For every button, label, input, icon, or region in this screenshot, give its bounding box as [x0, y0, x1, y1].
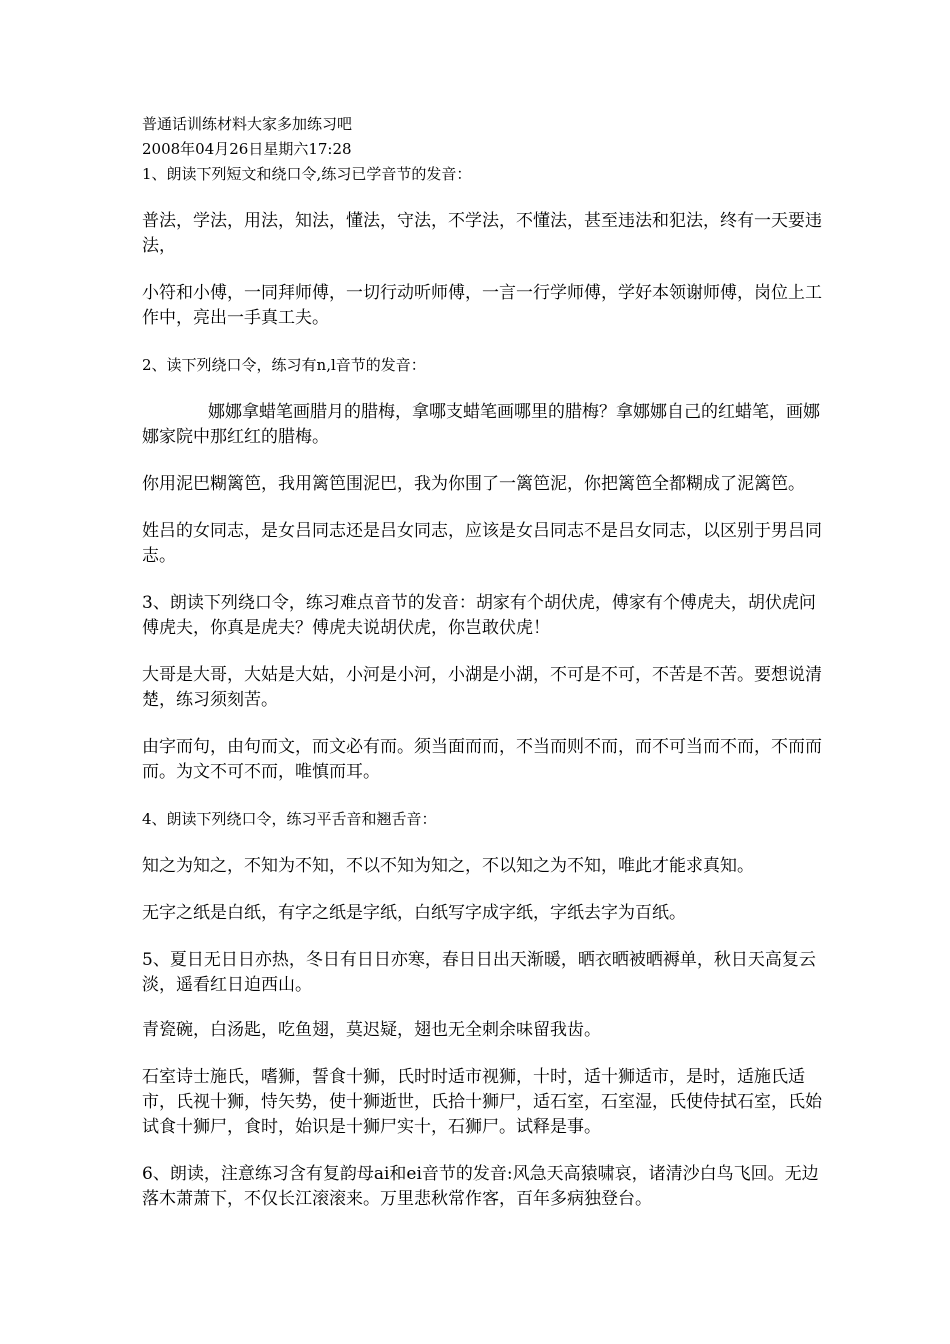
document-title: 普通话训练材料大家多加练习吧	[142, 115, 353, 133]
section-6-paragraph: 6、朗读，注意练习含有复韵母ai和ei音节的发音:风急天高猿啸哀，诸清沙白鸟飞回。无边落木萧萧下，不仅长江滚滚来。万里悲秋常作客，百年多病独登台。	[142, 1164, 819, 1209]
paragraph-master: 小符和小傅，一同拜师傅，一切行动听师傅，一言一行学师傅，学好本领谢师傅，岗位上工作中，亮出一手真工夫。	[142, 283, 822, 328]
paragraph-bowl: 青瓷碗，白汤匙，吃鱼翅，莫迟疑，翅也无全刺余味留我齿。	[142, 1020, 601, 1040]
paragraph-know: 知之为知之，不知为不知，不以不知为知之，不以知之为不知，唯此才能求真知。	[142, 856, 754, 876]
paragraph-fence: 你用泥巴糊篱笆，我用篱笆围泥巴，我为你围了一篱笆泥，你把篱笆全都糊成了泥篱笆。	[142, 474, 805, 494]
section-heading-1: 1、朗读下列短文和绕口令,练习已学音节的发音：	[142, 165, 472, 183]
section-5-paragraph: 5、夏日无日日亦热，冬日有日日亦寒，春日日出天渐暖，晒衣晒被晒褥单，秋日天高复云淡，遥看红日迫西山。	[142, 950, 816, 995]
section-heading-4: 4、朗读下列绕口令，练习平舌音和翘舌音：	[142, 810, 437, 828]
paragraph-lv: 姓吕的女同志，是女吕同志还是吕女同志，应该是女吕同志不是吕女同志，以区别于男吕同志。	[142, 521, 822, 566]
paragraph-brother: 大哥是大哥，大姑是大姑，小河是小河，小湖是小湖，不可是不可，不苦是不苦。要想说清楚，练习须刻苦。	[142, 665, 822, 710]
document-page	[142, 112, 832, 1234]
document-date: 2008年04月26日星期六17:28	[142, 140, 352, 158]
section-heading-2: 2、读下列绕口令，练习有n,l音节的发音：	[142, 356, 426, 374]
paragraph-nana: 娜娜拿蜡笔画腊月的腊梅，拿哪支蜡笔画哪里的腊梅？拿娜娜自己的红蜡笔，画娜娜家院中那红红的腊梅。	[142, 402, 820, 447]
paragraph-paper: 无字之纸是白纸，有字之纸是字纸，白纸写字成字纸，字纸去字为百纸。	[142, 903, 686, 923]
section-3-paragraph: 3、朗读下列绕口令，练习难点音节的发音：胡家有个胡伏虎，傅家有个傅虎夫，胡伏虎问傅虎夫，你真是虎夫？傅虎夫说胡伏虎，你岂敢伏虎！	[142, 593, 816, 638]
paragraph-er: 由字而句，由句而文，而文必有而。须当面而而，不当而则不而，而不可当而不而，不而而而。为文不可不而，唯慎而耳。	[142, 737, 822, 782]
paragraph-law: 普法，学法，用法，知法，懂法，守法，不学法，不懂法，甚至违法和犯法，终有一天要违法，	[142, 211, 822, 256]
paragraph-lions: 石室诗士施氏，嗜狮，誓食十狮，氏时时适市视狮，十时，适十狮适市，是时，适施氏适市，氏视十狮，恃矢势，使十狮逝世，氏拾十狮尸，适石室，石室湿，氏使侍拭石室，氏始试食十狮尸，食时，始识是十狮尸实十，石狮尸。试释是事。	[142, 1067, 822, 1137]
